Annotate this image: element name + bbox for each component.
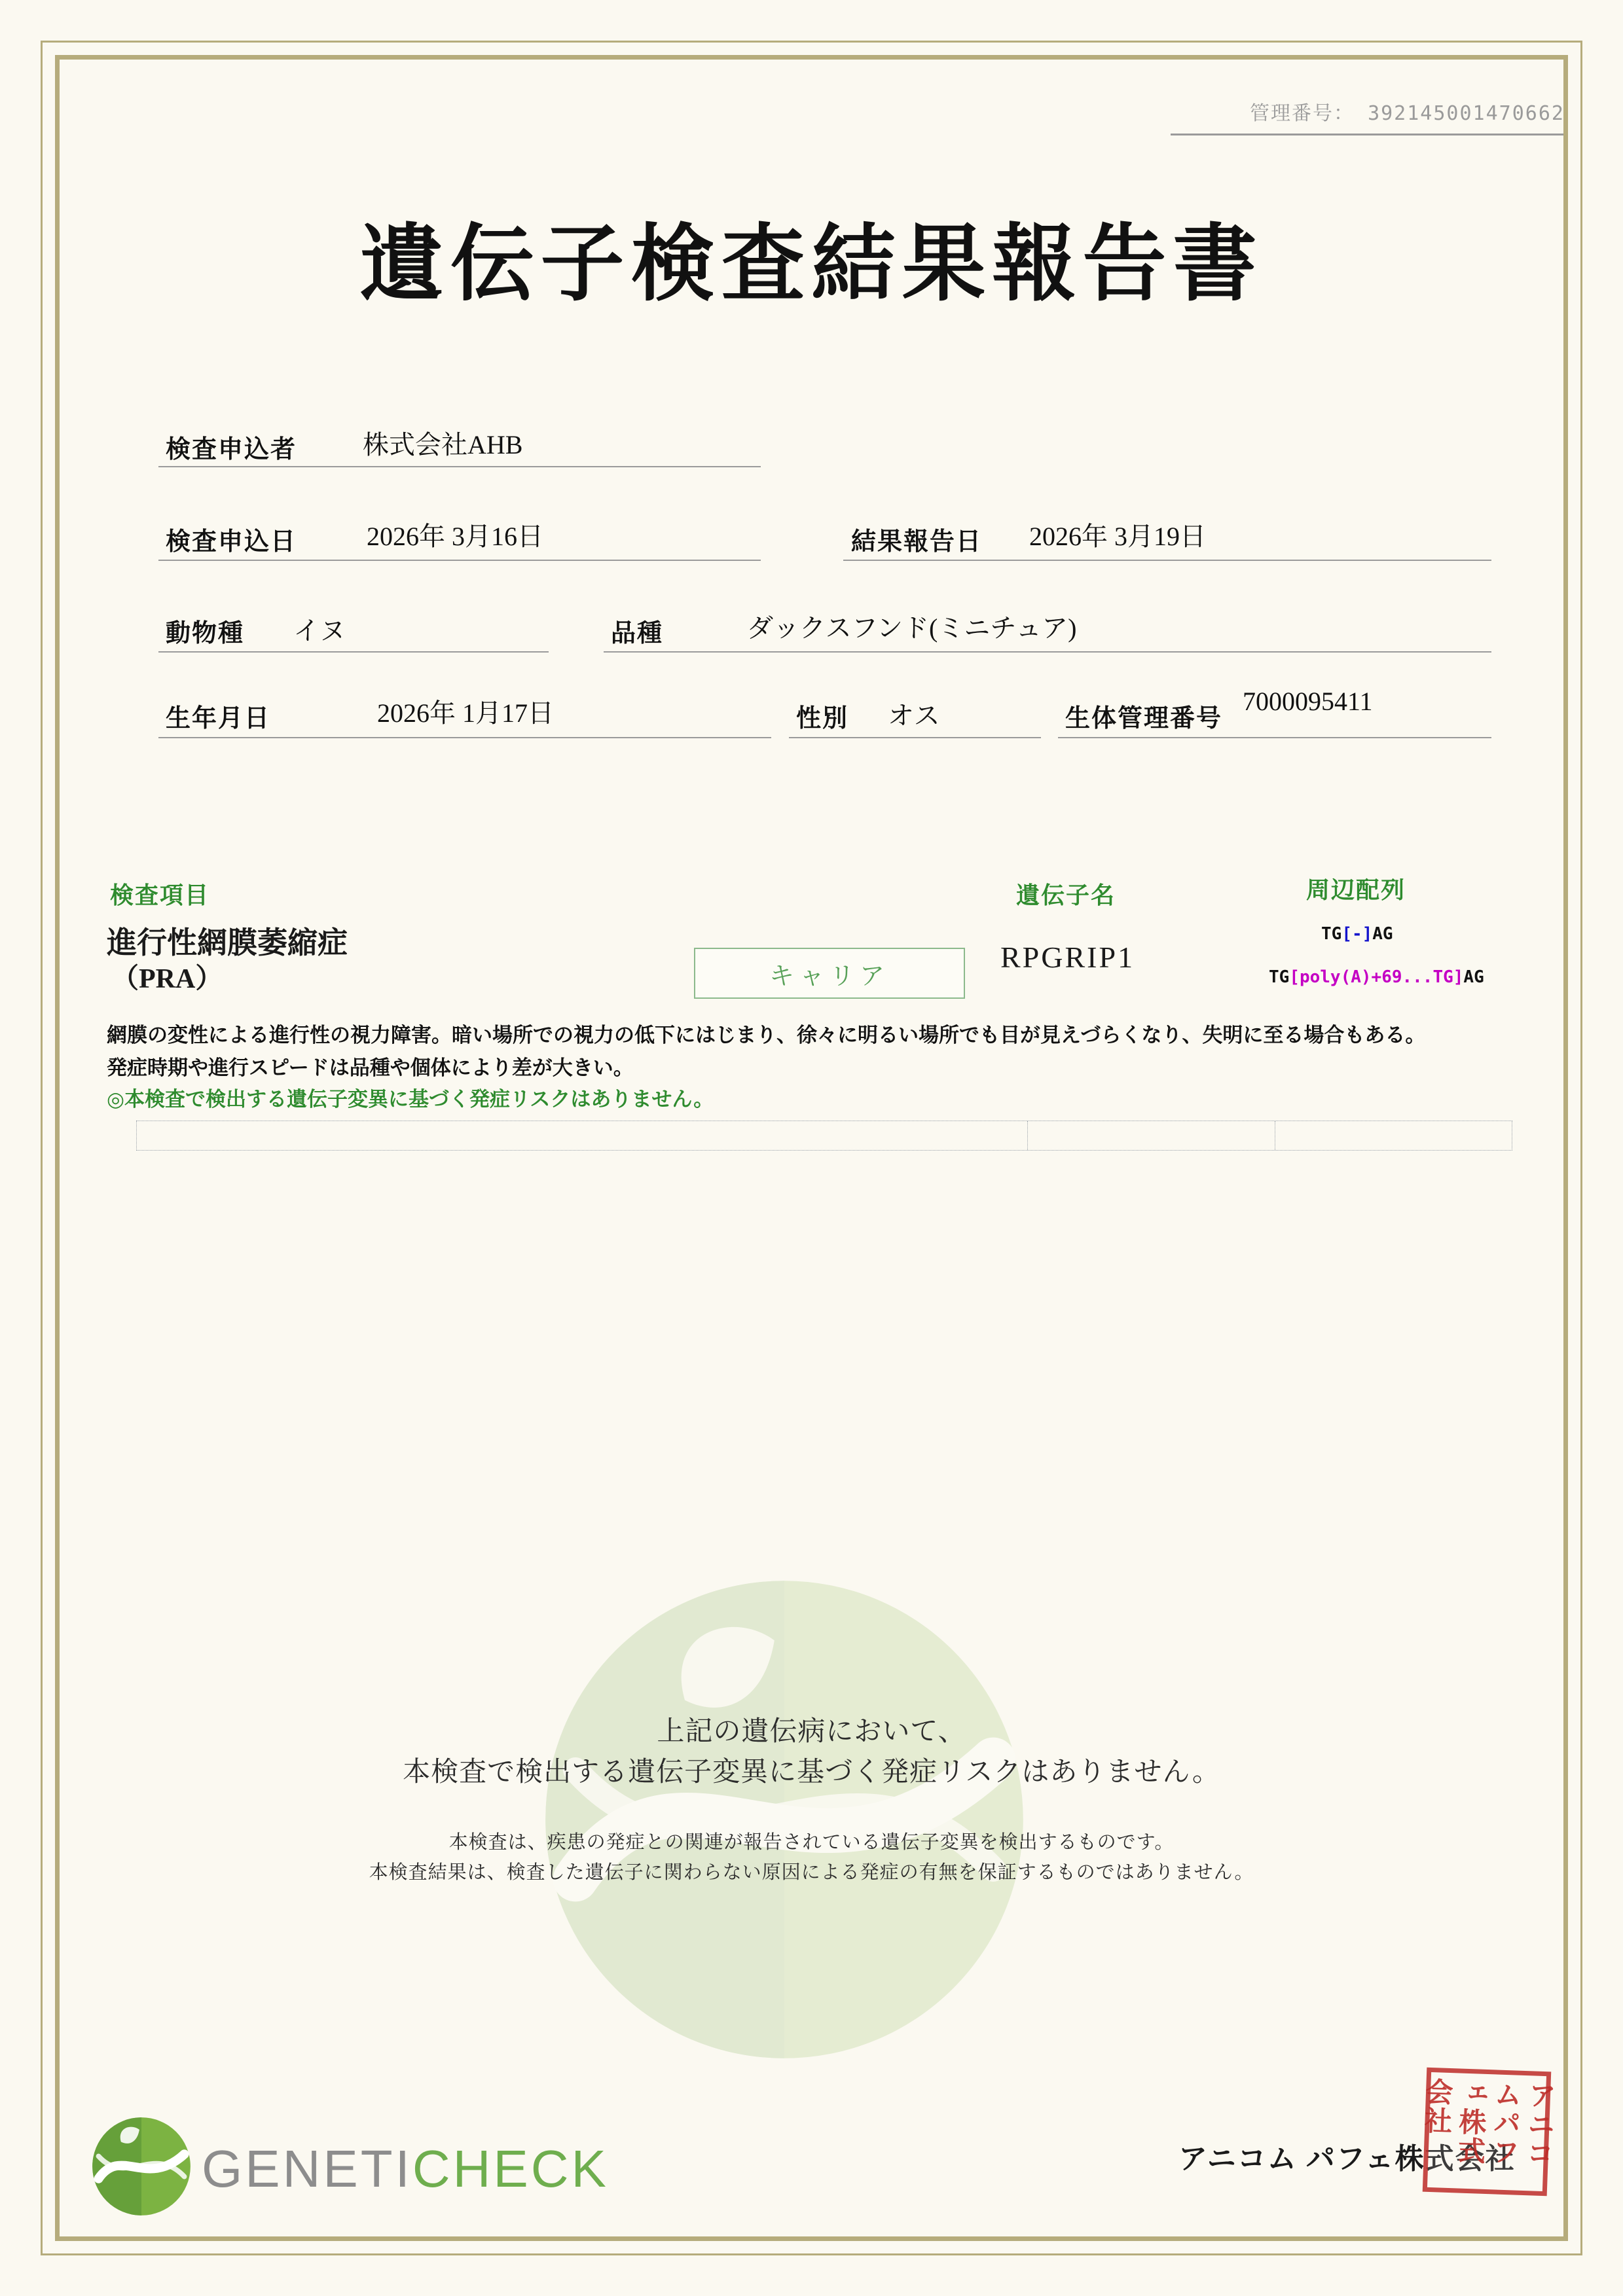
birth-date-label: 生年月日 [166,705,271,732]
sequence-mutant [1269,967,1484,987]
breed-label: 品種 [611,620,664,647]
apply-date-value: 2026年 3月16日 [367,522,543,551]
geneticheck-logo-icon [90,2115,192,2217]
disease-abbr: （PRA） [111,964,223,994]
geneticheck-wordmark [202,2139,609,2199]
result-status-box [694,948,965,999]
watermark-logo-icon [536,1571,1033,2068]
sequence-normal [1321,924,1393,944]
summary-line2: 本検査で検出する遺伝子変異に基づく発症リスクはありません。 [403,1756,1220,1787]
species-label: 動物種 [166,620,245,647]
bio-id-value: 7000095411 [1243,687,1373,716]
applicant-label: 検査申込者 [166,436,297,463]
seq-normal-variant: [-] [1341,924,1373,944]
breed-value: ダックスフンド(ミニチュア) [747,613,1077,643]
bio-id-label: 生体管理番号 [1065,705,1223,732]
risk-note: ◎本検査で検出する遺伝子変異に基づく発症リスクはありません。 [107,1088,714,1111]
sex-label: 性別 [796,705,849,732]
company-seal [1420,2068,1556,2197]
company-seal-text: アニコムパフェ株式会社 [1420,2077,1556,2168]
result-status: キャリア [769,962,890,990]
applicant-value: 株式会社AHB [363,430,523,459]
summary-note1: 本検査は、疾患の発症との関連が報告されている遺伝子変異を検出するものです。 [448,1832,1175,1853]
summary-line1: 上記の遺伝病において、 [657,1715,966,1746]
apply-date-underline [158,560,761,561]
birth-date-value: 2026年 1月17日 [377,698,554,728]
dotted-divider-1 [1027,1121,1028,1150]
bio-id-underline [1058,737,1491,738]
summary-note2: 本検査結果は、検査した遺伝子に関わらない原因による発症の有無を保証するものではありません。 [369,1862,1254,1883]
company-name: アニコム パフェ株式会社 [1178,2143,1516,2175]
seq-normal-suffix: AG [1372,924,1393,944]
logo-text-geneti: GENETI [202,2140,412,2198]
test-item-header: 検査項目 [110,882,210,908]
species-value: イヌ [293,616,346,645]
species-underline [158,651,549,653]
seq-mutant-suffix: AG [1463,967,1484,987]
seq-normal-prefix: TG [1321,924,1342,944]
sex-value: オス [888,701,940,730]
logo-text-check: CHECK [412,2140,609,2198]
report-title: 遺伝子検査結果報告書 [359,218,1264,311]
management-number [1178,97,1565,126]
disease-description-line2: 発症時期や進行スピードは品種や個体により差が大きい。 [107,1056,634,1079]
management-number-label: 管理番号： [1250,102,1355,125]
gene-name-header: 遺伝子名 [1016,882,1116,908]
sequence-header: 周辺配列 [1306,877,1406,903]
report-date-label: 結果報告日 [851,528,983,556]
dotted-table-outline [136,1121,1512,1151]
sex-underline [789,737,1041,738]
applicant-underline [158,466,761,467]
disease-description-line1: 網膜の変性による進行性の視力障害。暗い場所での視力の低下にはじまり、徐々に明るい場所でも目が見えづらくなり、失明に至る場合もある。 [107,1024,1426,1047]
disease-name: 進行性網膜萎縮症 [107,926,348,960]
seq-mutant-variant: [poly(A)+69...TG] [1289,967,1464,987]
gene-name: RPGRIP1 [1000,941,1135,974]
management-number-underline [1171,134,1563,135]
seq-mutant-prefix: TG [1269,967,1290,987]
birth-date-underline [158,737,771,738]
apply-date-label: 検査申込日 [166,528,297,556]
management-number-value: 392145001470662 [1368,102,1565,125]
report-date-underline [843,560,1491,561]
breed-underline [604,651,1491,653]
report-date-value: 2026年 3月19日 [1029,522,1206,551]
